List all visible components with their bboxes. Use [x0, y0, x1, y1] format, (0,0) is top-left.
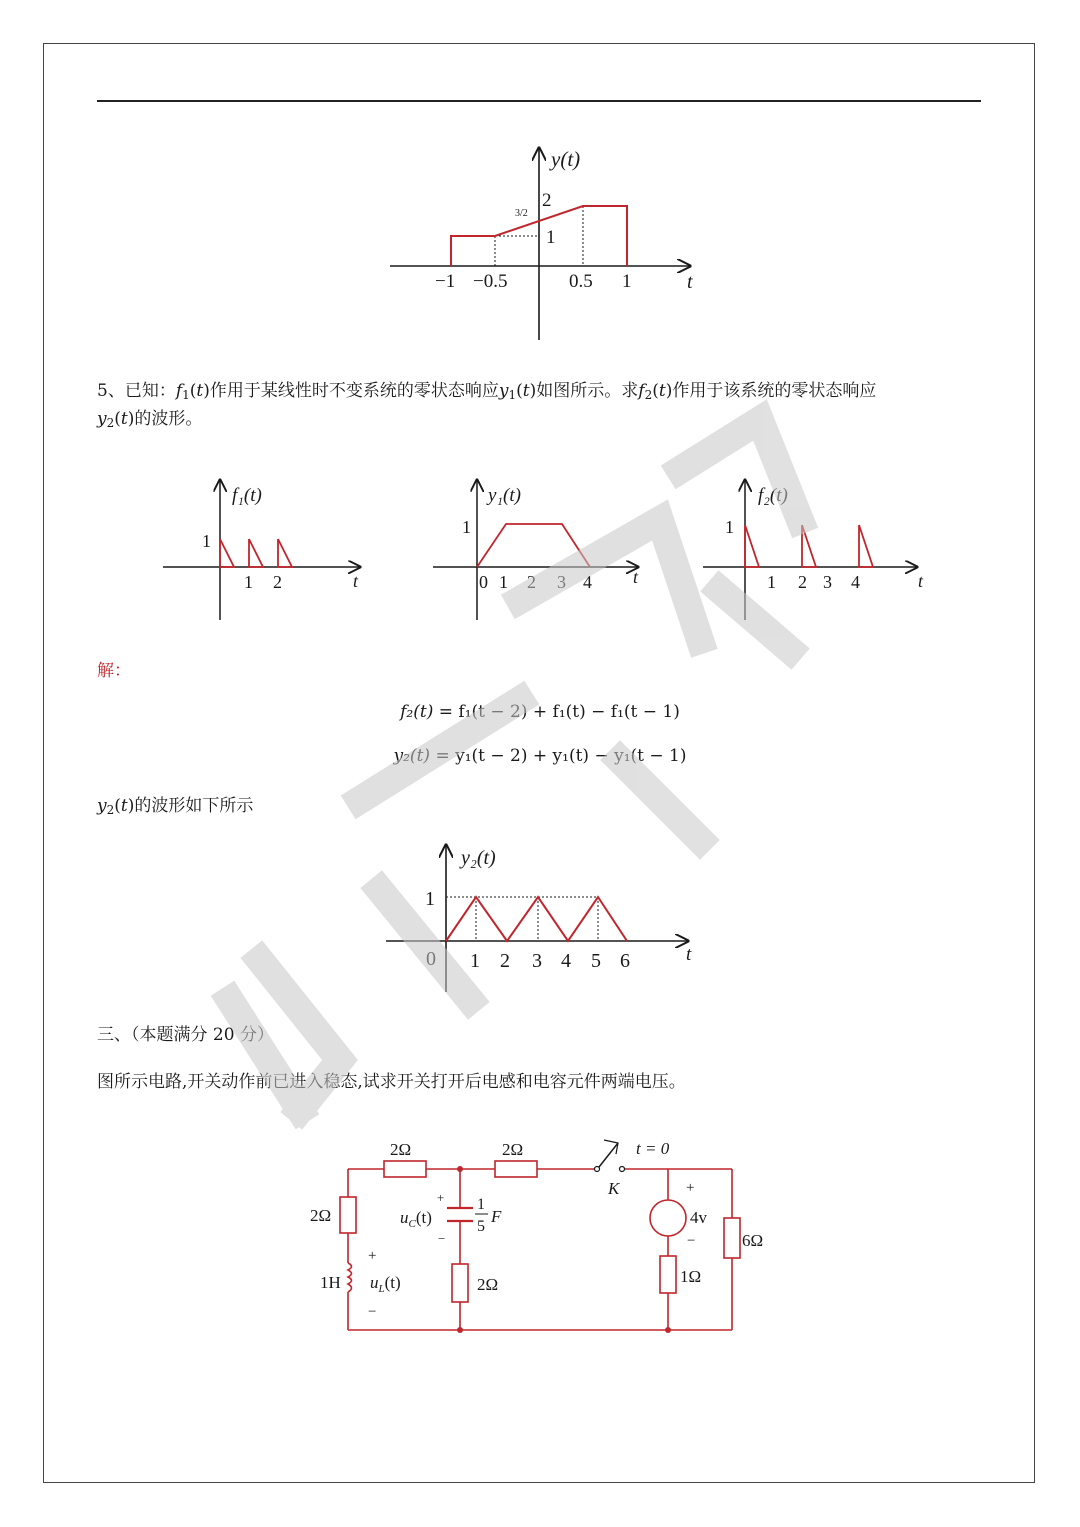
header-rule: [97, 100, 981, 102]
chart-y1: [430, 475, 650, 625]
y-axis-label: f₁(t): [232, 485, 262, 506]
tick-label: −1: [435, 271, 456, 292]
svg-text:2Ω: 2Ω: [310, 1206, 332, 1225]
waveform-y2: [446, 897, 627, 941]
chart-f1: [160, 475, 375, 625]
resistor: [384, 1161, 426, 1177]
svg-text:4v: 4v: [690, 1208, 707, 1227]
tick-label: 1: [725, 517, 734, 537]
resistor: [724, 1218, 740, 1258]
chart-y2: [383, 840, 703, 995]
junction-dot: [457, 1327, 463, 1333]
tick-label: 2: [527, 572, 536, 592]
resistor: [495, 1161, 537, 1177]
y-axis-label: f₂(t): [758, 485, 788, 506]
pulse: [220, 539, 234, 567]
tick-label: 3: [557, 572, 566, 592]
tick-label: 0: [426, 948, 436, 970]
tick-label: 2: [273, 572, 282, 592]
tick-label: 4: [851, 572, 860, 592]
tick-label: −0.5: [473, 271, 508, 292]
tick-label: 2: [542, 190, 552, 211]
svg-text:uC(t): $u_C(t)$: [400, 1208, 432, 1230]
chart-f2: [700, 475, 935, 625]
circuit-diagram: [300, 1130, 780, 1345]
tick-label: 5: [591, 950, 601, 972]
problem5-line1: 5、已知：$f_1(t)$作用于某线性时不变系统的零状态响应$y_1(t)$如图所示。求$f_2(t)$作用于该系统的零状态响应: [97, 381, 877, 402]
solution-label: 解：: [97, 661, 131, 681]
svg-text:2Ω: 2Ω: [390, 1140, 412, 1159]
switch-blade: [599, 1143, 618, 1167]
waveform-y1: [477, 524, 590, 567]
svg-text:6Ω: 6Ω: [742, 1231, 764, 1250]
pulse: [802, 525, 816, 567]
tick-label: 1: [499, 572, 508, 592]
tick-label: 3: [532, 950, 542, 972]
svg-text:2Ω: 2Ω: [477, 1275, 499, 1294]
tick-label: 4: [583, 572, 592, 592]
tick-label: 1: [767, 572, 776, 592]
tick-label: 3: [823, 572, 832, 592]
tick-label: 0: [479, 572, 488, 592]
svg-text:1Ω: 1Ω: [680, 1267, 702, 1286]
svg-text:−: −: [438, 1231, 446, 1246]
problem-number: 5、: [97, 381, 125, 401]
svg-text:t = 0: t = 0: [636, 1139, 670, 1158]
tick-label: 1: [425, 888, 435, 910]
resistor: [660, 1256, 676, 1293]
svg-text:5: 5: [477, 1218, 485, 1235]
tick-label: 4: [561, 950, 571, 972]
tick-label: 0.5: [569, 271, 593, 292]
tick-label: 1: [546, 227, 556, 248]
svg-text:1H: 1H: [320, 1273, 341, 1292]
pulse: [745, 525, 759, 567]
x-axis-label: t: [686, 944, 692, 965]
x-axis-label: t: [353, 571, 359, 591]
problem5-line2: $y_2(t)$的波形。: [97, 409, 203, 430]
svg-text:+: +: [437, 1190, 445, 1205]
svg-text:−: −: [368, 1304, 377, 1320]
y-axis-label: y(t): [551, 147, 581, 171]
tick-label: 2: [500, 950, 510, 972]
svg-text:2Ω: 2Ω: [502, 1140, 524, 1159]
x-axis-label: t: [918, 571, 924, 591]
equation-2: y₂(t) = y₁(t − 2) + y₁(t) − y₁(t − 1): [393, 746, 687, 766]
math-y1: $y_1(t)$: [498, 381, 537, 402]
svg-text:1: 1: [477, 1196, 485, 1213]
tick-label: 1: [622, 271, 632, 292]
svg-text:−: −: [687, 1233, 696, 1249]
svg-text:+: +: [686, 1180, 695, 1196]
section-question: 图所示电路,开关动作前已进入稳态,试求开关打开后电感和电容元件两端电压。: [97, 1072, 686, 1092]
pulse: [278, 539, 292, 567]
pulse: [859, 525, 873, 567]
y-axis-label: y₁(t): [488, 485, 521, 506]
junction-dot: [665, 1327, 671, 1333]
resistor: [452, 1264, 468, 1302]
tick-label: 6: [620, 950, 630, 972]
tick-label: 1: [202, 531, 211, 551]
tick-label: 1: [462, 517, 471, 537]
voltage-source: [650, 1200, 686, 1236]
section-heading: 三、（本题满分 20 分）: [97, 1025, 274, 1045]
inductor-coil: [348, 1263, 352, 1292]
y-axis-label: y₂(t): [461, 847, 496, 869]
svg-text:uL(t): $u_L(t)$: [370, 1273, 401, 1295]
svg-text:+: +: [368, 1248, 377, 1264]
math-f1: $f_1(t)$: [175, 381, 210, 402]
math-y2: $y_2(t)$: [97, 409, 135, 430]
tick-label: 1: [244, 572, 253, 592]
pulse: [249, 539, 263, 567]
junction-dot: [457, 1166, 463, 1172]
x-axis-label: t: [687, 271, 693, 293]
equation-1: f₂(t) = f₁(t − 2) + f₁(t) − f₁(t − 1): [400, 702, 680, 722]
resistor: [340, 1197, 356, 1233]
svg-text:K: K: [608, 1179, 620, 1198]
x-axis-label: t: [633, 567, 639, 587]
tick-label: 1: [470, 950, 480, 972]
chart-y: [385, 140, 705, 345]
waveform-caption: $y_2(t)$的波形如下所示: [97, 796, 254, 817]
tick-label-fraction: 3/2: [515, 208, 528, 219]
svg-text:F: F: [491, 1207, 502, 1226]
math-f2: $f_2(t)$: [638, 381, 673, 402]
tick-label: 2: [798, 572, 807, 592]
